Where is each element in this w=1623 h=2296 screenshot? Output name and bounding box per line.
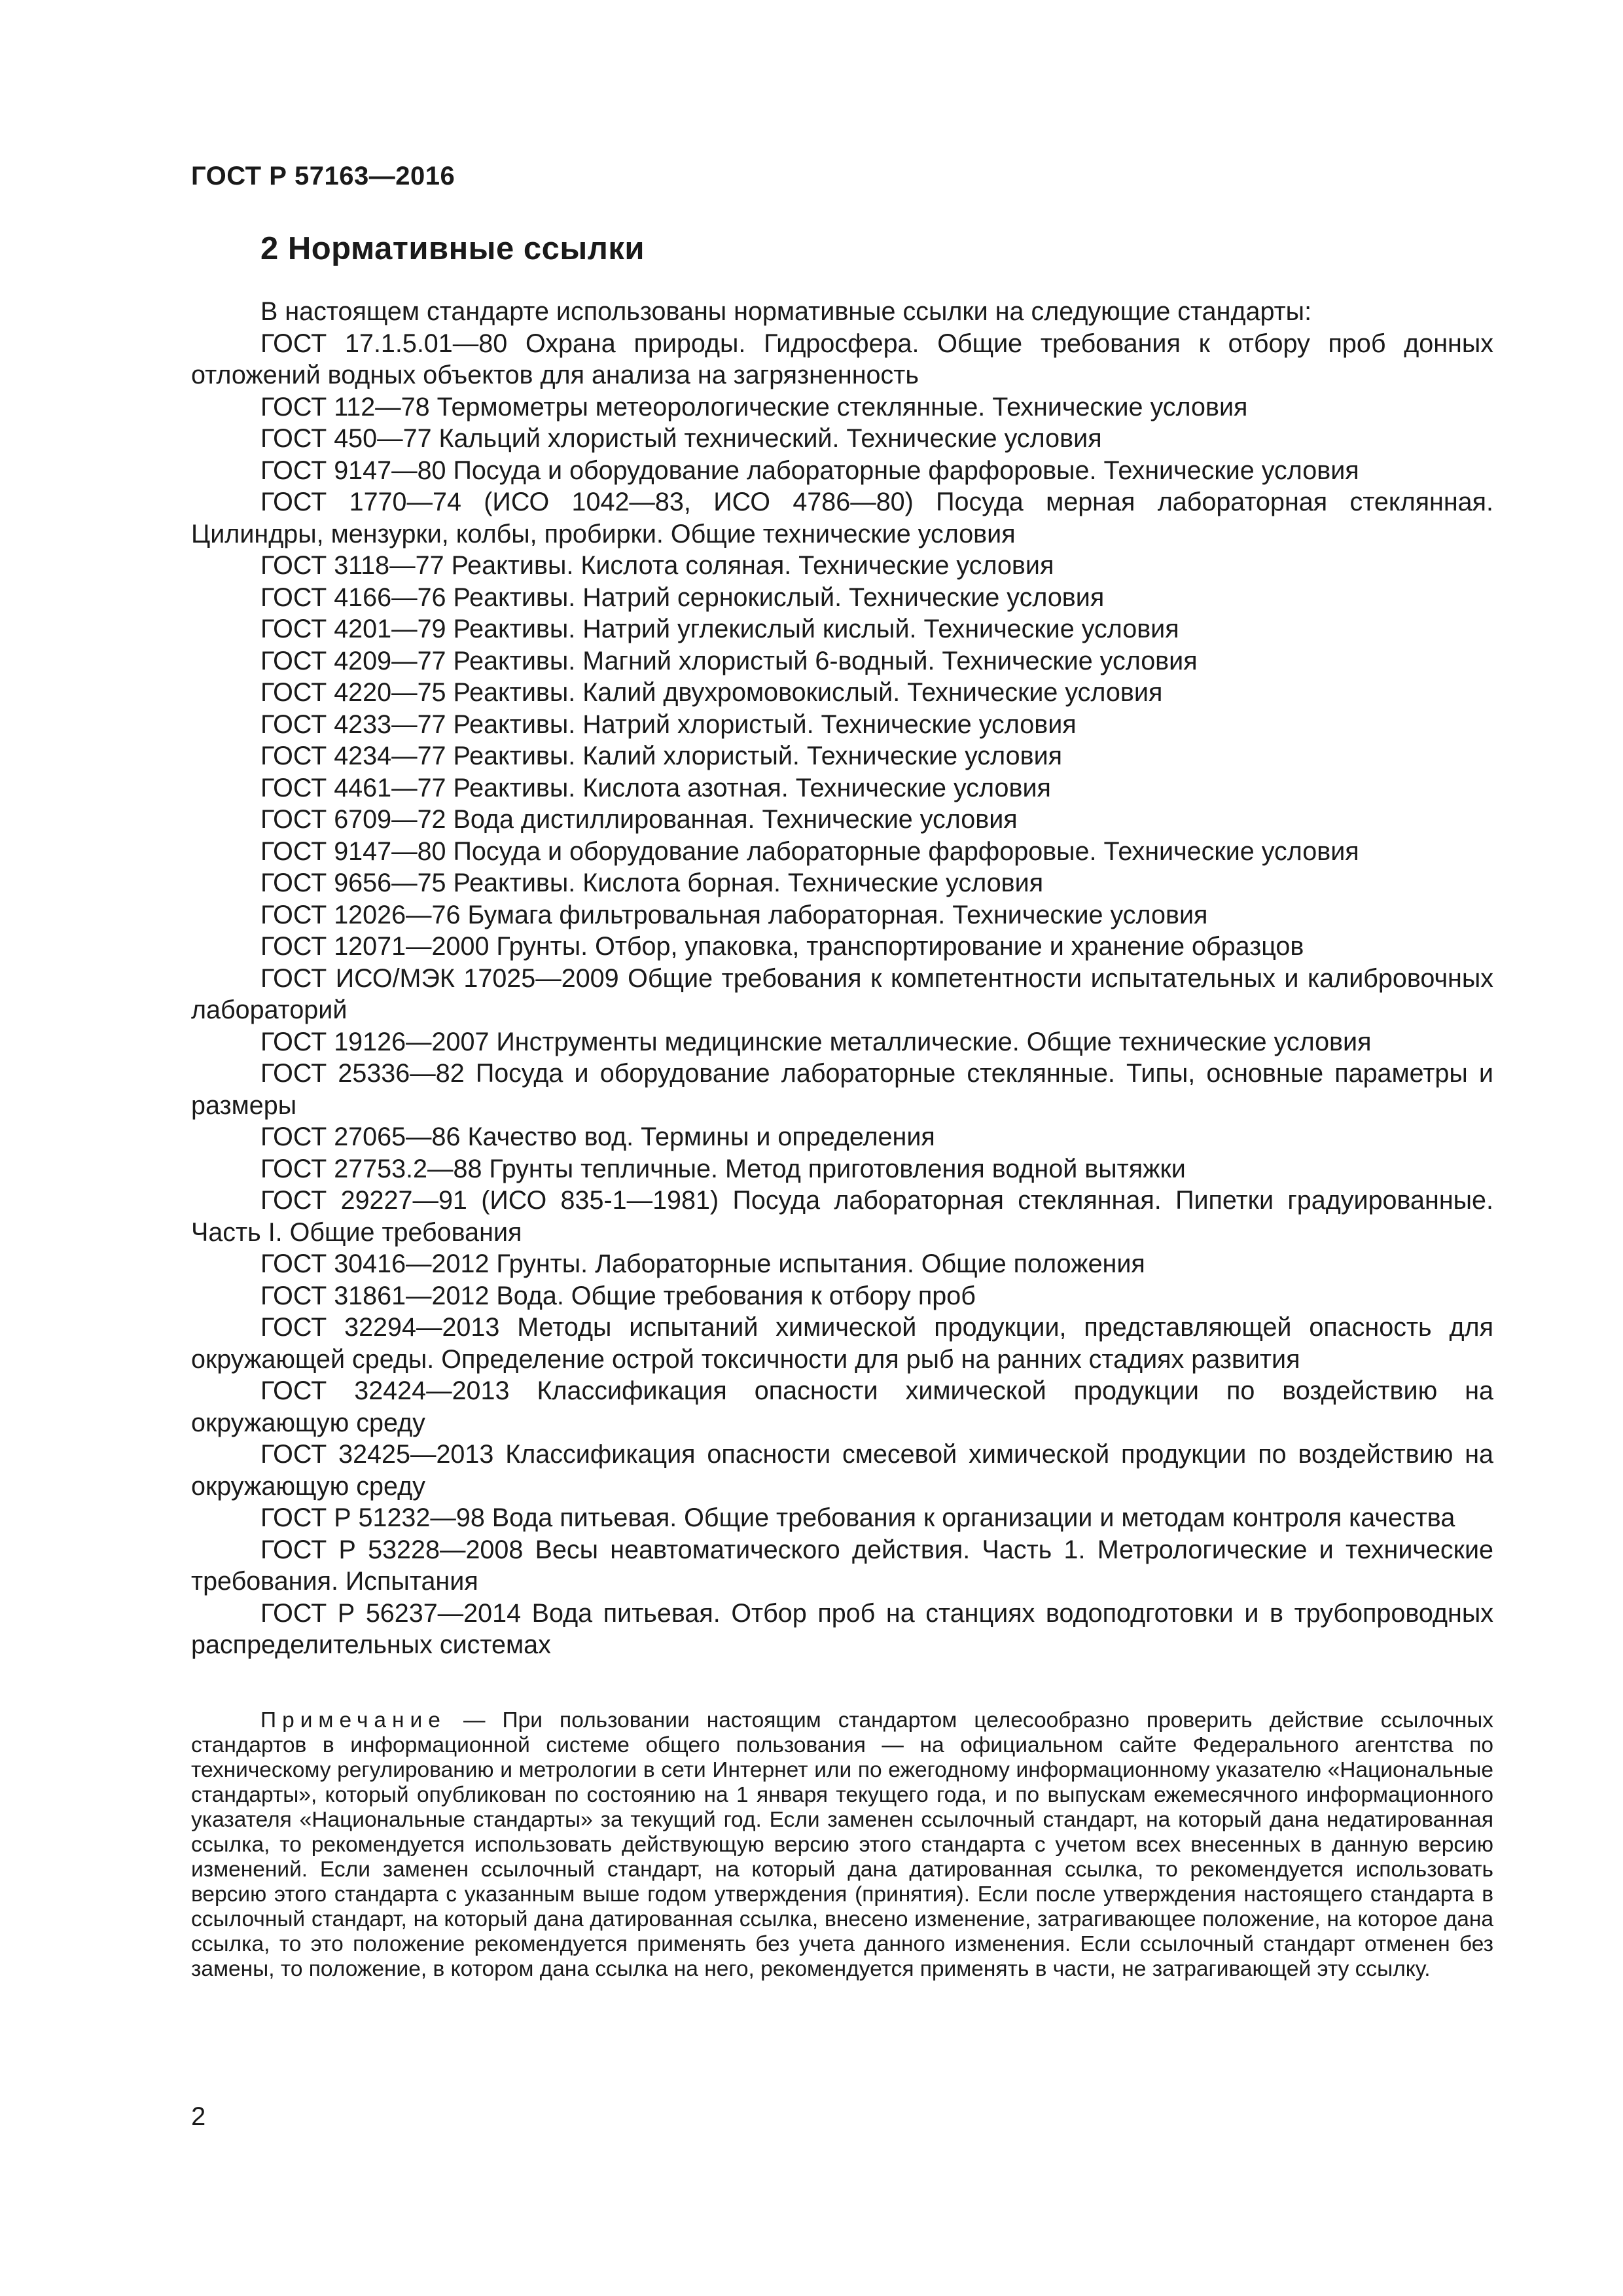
reference-item: ГОСТ 450—77 Кальций хлористый технический. Технические условия	[260, 424, 1102, 453]
reference-item: ГОСТ 9656—75 Реактивы. Кислота борная. Технические условия	[260, 869, 1044, 897]
section-title: 2 Нормативные ссылки	[260, 231, 645, 266]
reference-item: ГОСТ 4166—76 Реактивы. Натрий сернокислый. Технические условия	[260, 583, 1105, 612]
reference-item: ГОСТ 27753.2—88 Грунты тепличные. Метод приготовления водной вытяжки	[260, 1154, 1186, 1183]
reference-item: ГОСТ 9147—80 Посуда и оборудование лабораторные фарфоровые. Технические условия	[260, 836, 1359, 866]
note-paragraph	[191, 1708, 1493, 1982]
reference-item: ГОСТ 32425—2013 Классификация опасности смесевой химической продукции по воздействию на окружающую среду	[191, 1440, 1493, 1501]
references-body	[191, 296, 1493, 1661]
note-text: — При пользовании настоящим стандартом целесообразно проверить действие ссылочных стандартов в информационной системе общего пользования — на официальном сайте Федерального агентства по техническому регулированию и метрологии в сети Интернет или по ежегодному информационному указателю «Национальные стандарты», который опубликован по состоянию на 1 января текущего года, и по выпускам ежемесячного информационного указателя «Национальные стандарты» за текущий год. Если заменен ссылочный стандарт, на который дана недатированная ссылка, то рекомендуется использовать действующую версию этого стандарта с учетом всех внесенных в данную версию изменений. Если заменен ссылочный стандарт, на который дана датированная ссылка, то рекомендуется использовать версию этого стандарта с указанным выше годом утверждения (принятия). Если после утверждения настоящего стандарта в ссылочный стандарт, на который дана датированная ссылка, внесено изменение, затрагивающее положение, на которое дана ссылка, то это положение рекомендуется применять без учета данного изменения. Если ссылочный стандарт отменен без замены, то положение, в котором дана ссылка на него, рекомендуется применять в части, не затрагивающей эту ссылку.	[191, 1708, 1493, 1981]
reference-item: ГОСТ 112—78 Термометры метеорологические стеклянные. Технические условия	[260, 392, 1248, 422]
reference-item: ГОСТ Р 53228—2008 Весы неавтоматического действия. Часть 1. Метрологические и технические требования. Испытания	[191, 1535, 1493, 1596]
document-id: ГОСТ Р 57163—2016	[191, 162, 455, 190]
reference-item: ГОСТ 31861—2012 Вода. Общие требования к отбору проб	[260, 1281, 976, 1310]
reference-item: ГОСТ 32294—2013 Методы испытаний химической продукции, представляющей опасность для окружающей среды. Определение острой токсичности для рыб на ранних стадиях развития	[191, 1313, 1493, 1374]
intro-paragraph: В настоящем стандарте использованы нормативные ссылки на следующие стандарты:	[260, 297, 1312, 326]
reference-item: ГОСТ ИСО/МЭК 17025—2009 Общие требования к компетентности испытательных и калибровочных лабораторий	[191, 963, 1493, 1024]
note-label: Примечание	[260, 1708, 446, 1732]
reference-item: ГОСТ 4461—77 Реактивы. Кислота азотная. Технические условия	[260, 773, 1051, 802]
reference-item: ГОСТ 6709—72 Вода дистиллированная. Технические условия	[260, 805, 1018, 834]
reference-item: ГОСТ 4201—79 Реактивы. Натрий углекислый кислый. Технические условия	[260, 615, 1179, 643]
reference-item: ГОСТ 19126—2007 Инструменты медицинские металлические. Общие технические условия	[260, 1027, 1372, 1056]
reference-item: ГОСТ 12071—2000 Грунты. Отбор, упаковка, транспортирование и хранение образцов	[260, 932, 1304, 961]
reference-item: ГОСТ 32424—2013 Классификация опасности химической продукции по воздействию на окружающую среду	[191, 1376, 1493, 1437]
reference-item: ГОСТ 4234—77 Реактивы. Калий хлористый. Технические условия	[260, 742, 1063, 770]
reference-item: ГОСТ 29227—91 (ИСО 835-1—1981) Посуда лабораторная стеклянная. Пипетки градуированные. Часть I. Общие требования	[191, 1186, 1493, 1247]
reference-item: ГОСТ 3118—77 Реактивы. Кислота соляная. Технические условия	[260, 551, 1054, 580]
reference-item: ГОСТ Р 56237—2014 Вода питьевая. Отбор проб на станциях водоподготовки и в трубопроводных распределительных системах	[191, 1598, 1493, 1659]
reference-item: ГОСТ 4233—77 Реактивы. Натрий хлористый. Технические условия	[260, 709, 1077, 739]
reference-item: ГОСТ 27065—86 Качество вод. Термины и определения	[260, 1122, 935, 1151]
reference-item: ГОСТ 12026—76 Бумага фильтровальная лабораторная. Технические условия	[260, 900, 1208, 929]
reference-item: ГОСТ Р 51232—98 Вода питьевая. Общие требования к организации и методам контроля качества	[260, 1503, 1455, 1532]
reference-item: ГОСТ 25336—82 Посуда и оборудование лабораторные стеклянные. Типы, основные параметры и размеры	[191, 1059, 1493, 1120]
reference-item: ГОСТ 30416—2012 Грунты. Лабораторные испытания. Общие положения	[260, 1249, 1145, 1278]
reference-item: ГОСТ 4209—77 Реактивы. Магний хлористый 6-водный. Технические условия	[260, 646, 1198, 675]
page-number: 2	[191, 2102, 206, 2131]
reference-item: ГОСТ 4220—75 Реактивы. Калий двухромовокислый. Технические условия	[260, 678, 1163, 707]
reference-item: ГОСТ 1770—74 (ИСО 1042—83, ИСО 4786—80) Посуда мерная лабораторная стеклянная. Цилиндры, мензурки, колбы, пробирки. Общие технические условия	[191, 488, 1493, 548]
reference-item: ГОСТ 9147—80 Посуда и оборудование лабораторные фарфоровые. Технические условия	[260, 456, 1359, 485]
reference-item: ГОСТ 17.1.5.01—80 Охрана природы. Гидросфера. Общие требования к отбору проб донных отложений водных объектов для анализа на загрязненность	[191, 329, 1493, 389]
